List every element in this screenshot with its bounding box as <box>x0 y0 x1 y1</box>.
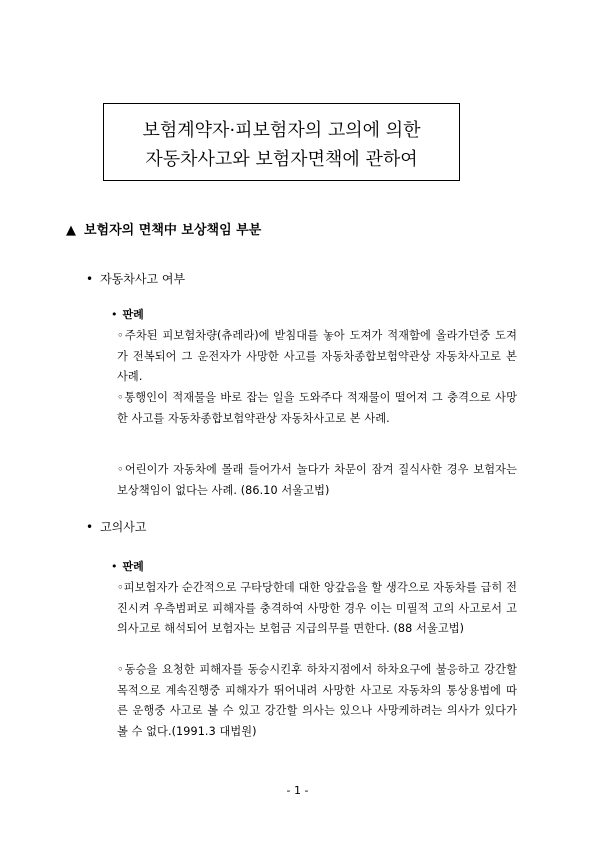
triangle-icon: ▲ <box>66 223 76 238</box>
case-label <box>111 558 144 574</box>
page-number: - 1 - <box>286 784 309 797</box>
bullet-icon: • <box>86 520 94 534</box>
title-box <box>103 103 460 181</box>
case-paragraph: ◦통행인이 적재물을 바로 잡는 일을 도와주다 적재물이 떨어져 그 충격으로 사망한 사고를 자동차종합보험약관상 자동차사고로 본 사례. <box>117 391 517 425</box>
bullet-icon: • <box>111 560 118 573</box>
title-line-1: 보험계약자·피보험자의 고의에 의한 <box>142 120 421 141</box>
case-label-text: 판례 <box>122 308 144 321</box>
subsection-heading-intentional-accident <box>86 518 146 535</box>
case-label-text: 판례 <box>122 560 144 573</box>
subsection-heading-text: 자동차사고 여부 <box>100 272 186 286</box>
subsection-heading-text: 고의사고 <box>100 520 147 534</box>
bullet-icon: • <box>111 308 118 321</box>
case-paragraph: ◦어린이가 자동차에 몰래 들어가서 놀다가 차문이 잠겨 질식사한 경우 보험자는 보상책임이 없다는 사례. (86.10 서울고법) <box>117 463 517 497</box>
section-heading-text: 보험자의 면책中 보상책임 부분 <box>84 223 262 238</box>
case-paragraph: ◦주차된 피보험차량(츄레라)에 받침대를 놓아 도져가 적재함에 올라가던중 도져가 전복되어 그 운전자가 사망한 사고를 자동차종합보험약관상 자동차사고로 본 사례. <box>117 329 517 383</box>
title-line-2: 자동차사고와 보험자면책에 관하여 <box>145 149 418 170</box>
case-label <box>111 306 144 322</box>
bullet-icon: • <box>86 272 94 286</box>
subsection-heading-vehicle-accident <box>86 270 185 287</box>
case-paragraph: ◦피보험자가 순간적으로 구타당한데 대한 앙갚음을 할 생각으로 자동차를 급히 전진시켜 우측범퍼로 피해자를 충격하여 사망한 경우 이는 미필적 고의 사고로서 고의사고로 해석되어 보험자는 보험금 지급의무를 면한다. (88 서울고법) <box>117 581 517 635</box>
case-paragraph: ◦동승을 요청한 피해자를 동승시킨후 하차지점에서 하차요구에 불응하고 강간할 목적으로 계속진행중 피해자가 뛰어내려 사망한 사고로 자동차의 통상용법에 따른 운행중 사고로 볼 수 있고 강간할 의사는 있으나 사망케하려는 의사가 있다가 볼 수 없다.(1991.3 대법원) <box>117 663 517 738</box>
section-heading <box>66 219 261 238</box>
